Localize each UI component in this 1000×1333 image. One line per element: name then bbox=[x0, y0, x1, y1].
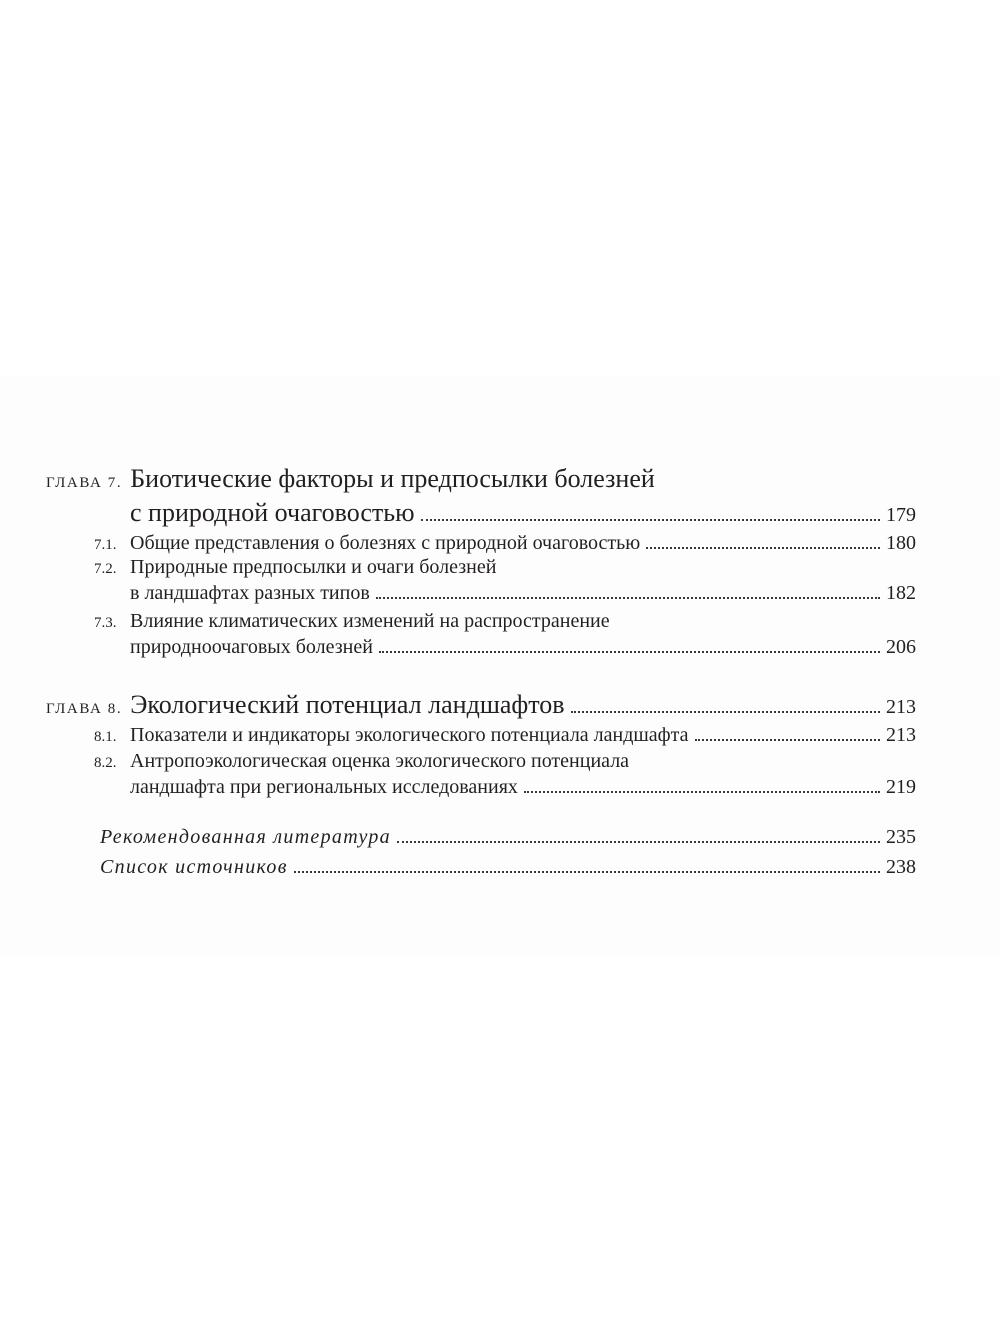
section-7-2-line2 bbox=[130, 582, 916, 605]
chapter-8-page: 213 bbox=[886, 696, 916, 718]
dot-leader bbox=[646, 547, 880, 549]
section-number: 8.1. bbox=[94, 729, 117, 745]
section-7-1 bbox=[94, 532, 916, 555]
recommended-literature-entry bbox=[100, 826, 916, 849]
backmatter-title: Список источников bbox=[100, 856, 288, 878]
section-title-line1: Природные предпосылки и очаги болезней bbox=[130, 556, 497, 578]
backmatter-title: Рекомендованная литература bbox=[100, 826, 391, 848]
dot-leader bbox=[379, 651, 880, 653]
chapter-8-label: ГЛАВА 8. bbox=[46, 701, 123, 717]
dot-leader bbox=[294, 871, 880, 873]
section-8-2 bbox=[94, 750, 916, 773]
chapter-7-title-line1: Биотические факторы и предпосылки болезней bbox=[130, 464, 655, 493]
dot-leader bbox=[421, 519, 880, 521]
section-page: 180 bbox=[886, 532, 916, 554]
section-title-line1: Влияние климатических изменений на распространение bbox=[130, 610, 610, 632]
dot-leader bbox=[524, 791, 880, 793]
backmatter-page: 235 bbox=[886, 826, 916, 848]
chapter-8-title: Экологический потенциал ландшафтов bbox=[130, 690, 565, 719]
section-8-1 bbox=[94, 724, 916, 747]
chapter-7-label: ГЛАВА 7. bbox=[46, 475, 123, 491]
section-title: Общие представления о болезнях с природной очаговостью bbox=[130, 532, 641, 554]
backmatter-page: 238 bbox=[886, 856, 916, 878]
section-8-2-line2 bbox=[130, 776, 916, 799]
section-page: 219 bbox=[886, 776, 916, 798]
section-page: 213 bbox=[886, 724, 916, 746]
section-title-line1: Антропоэкологическая оценка экологического потенциала bbox=[130, 750, 630, 772]
section-title-line2: ландшафта при региональных исследованиях bbox=[130, 776, 518, 798]
section-page: 182 bbox=[886, 582, 916, 604]
section-number: 7.1. bbox=[94, 537, 117, 553]
section-7-3 bbox=[94, 610, 916, 633]
section-title: Показатели и индикаторы экологического потенциала ландшафта bbox=[130, 724, 689, 746]
chapter-7-heading-line2 bbox=[130, 498, 916, 528]
dot-leader bbox=[571, 711, 880, 713]
section-page: 206 bbox=[886, 636, 916, 658]
chapter-8-heading bbox=[46, 690, 916, 720]
section-title-line2: природноочаговых болезней bbox=[130, 636, 373, 658]
section-7-2 bbox=[94, 556, 916, 579]
dot-leader bbox=[397, 841, 880, 843]
dot-leader bbox=[695, 739, 880, 741]
dot-leader bbox=[376, 597, 880, 599]
chapter-7-title-line2: с природной очаговостью bbox=[130, 498, 415, 527]
chapter-7-page: 179 bbox=[886, 504, 916, 526]
section-7-3-line2 bbox=[130, 636, 916, 659]
section-number: 7.2. bbox=[94, 561, 117, 577]
section-title-line2: в ландшафтах разных типов bbox=[130, 582, 370, 604]
section-number: 7.3. bbox=[94, 615, 117, 631]
section-number: 8.2. bbox=[94, 755, 117, 771]
sources-list-entry bbox=[100, 856, 916, 879]
chapter-7-heading bbox=[46, 464, 916, 494]
